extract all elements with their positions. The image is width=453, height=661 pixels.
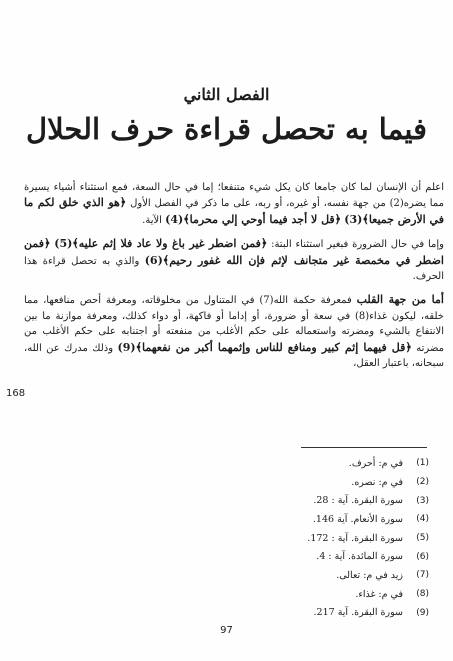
footnote-item <box>229 454 429 473</box>
footnote-item <box>229 604 429 623</box>
footnote-text: سورة الأنعام. آية 146. <box>312 513 403 525</box>
paragraph-1-end: الآية. <box>142 214 162 226</box>
footnote-item <box>229 585 429 604</box>
body-text <box>24 180 444 379</box>
quran-quote: ﴿هو الذي خلق لكم ما في الأرض جميعا﴾(3) <box>24 196 444 226</box>
paragraph-2-text: وإما في حال الضرورة فبغير استثناء البتة: <box>271 239 444 251</box>
quran-quote: ﴿فمن اضطر في مخمصة غير متجانف لإثم فإن الله غفور رحيم﴾(6) <box>24 237 444 267</box>
footnote-item <box>229 510 429 529</box>
quran-quote: ﴿فمن اضطر غير باغ ولا عاد فلا إثم عليه﴾(5) <box>54 237 268 251</box>
margin-number: 168 <box>6 388 26 399</box>
footnote-item <box>229 473 429 492</box>
quran-quote: ﴿قل لا أجد فيما أوحي إلي محرما﴾(4) <box>165 212 342 226</box>
footnote-item <box>229 547 429 566</box>
footnote-number: (2) <box>416 477 429 488</box>
chapter-title: فيما به تحصل قراءة حرف الحلال <box>26 112 427 146</box>
footnote-text: في م: نصره. <box>351 476 403 488</box>
footnote-item <box>229 491 429 510</box>
footnote-text: سورة البقرة. آية : 172. <box>307 532 403 544</box>
paragraph-2 <box>24 236 444 284</box>
footnote-number: (6) <box>416 551 429 562</box>
footnote-item <box>229 566 429 585</box>
page-number: 97 <box>220 625 233 636</box>
paragraph-3-end: وذلك مدرك عن الله، سبحانه، باعتبار العقل، <box>24 342 444 370</box>
footnote-text: سورة المائدة. آية : 4. <box>316 551 403 563</box>
chapter-label: الفصل الثاني <box>183 85 270 104</box>
footnote-text: في م: غذاء. <box>355 588 403 600</box>
footnote-text: زيد في م: تعالى. <box>336 569 403 581</box>
footnote-divider <box>301 447 427 448</box>
footnote-number: (8) <box>416 589 429 600</box>
footnote-number: (1) <box>416 458 429 469</box>
footnote-number: (9) <box>416 607 429 618</box>
footnote-number: (5) <box>416 533 429 544</box>
footnote-text: سورة البقرة. آية 217. <box>313 607 403 619</box>
paragraph-3-text: فمعرفة حكمة الله(7) في المتناول من مخلوقاته، ومعرفة أحص منافعها، مما خلقه، ليكون غذاء(8) في سعة أو ضرورة، أو إداما أو فاكهة، أو دواء كذلك، ومعرفة موازنة ما بين الانتفاع بالشيء ومضرته واستعماله على حكم الأغلب من منفعته أو اجتنابه على حكم الأغلب من مضرته <box>24 295 444 354</box>
footnote-text: سورة البقرة. آية : 28. <box>313 495 403 507</box>
footnote-number: (7) <box>416 570 429 581</box>
footnote-item <box>229 529 429 548</box>
footnotes-list <box>229 454 429 622</box>
paragraph-2-end: والذي به تحصل قراءة هذا الحرف. <box>24 255 444 283</box>
footnote-text: في م: أحرف. <box>348 457 403 469</box>
paragraph-1 <box>24 180 444 228</box>
paragraph-3 <box>24 292 444 371</box>
paragraph-1-text: اعلم أن الإنسان لما كان جامعا كان يكل شيء متنفعا؛ إما في حال السعة، فمع استثناء أشياء يسيرة مما يضره(2) من جهة نفسه، أو غيره، أو ربه، على ما ذكر في الفصل الأول <box>24 182 444 210</box>
footnote-number: (4) <box>416 514 429 525</box>
footnote-number: (3) <box>416 495 429 506</box>
quran-quote: ﴿قل فيهما إثم كبير ومنافع للناس وإثمهما أكبر من نفعهما﴾(9) <box>117 340 412 354</box>
paragraph-3-lead: أما من جهة القلب <box>356 293 444 307</box>
